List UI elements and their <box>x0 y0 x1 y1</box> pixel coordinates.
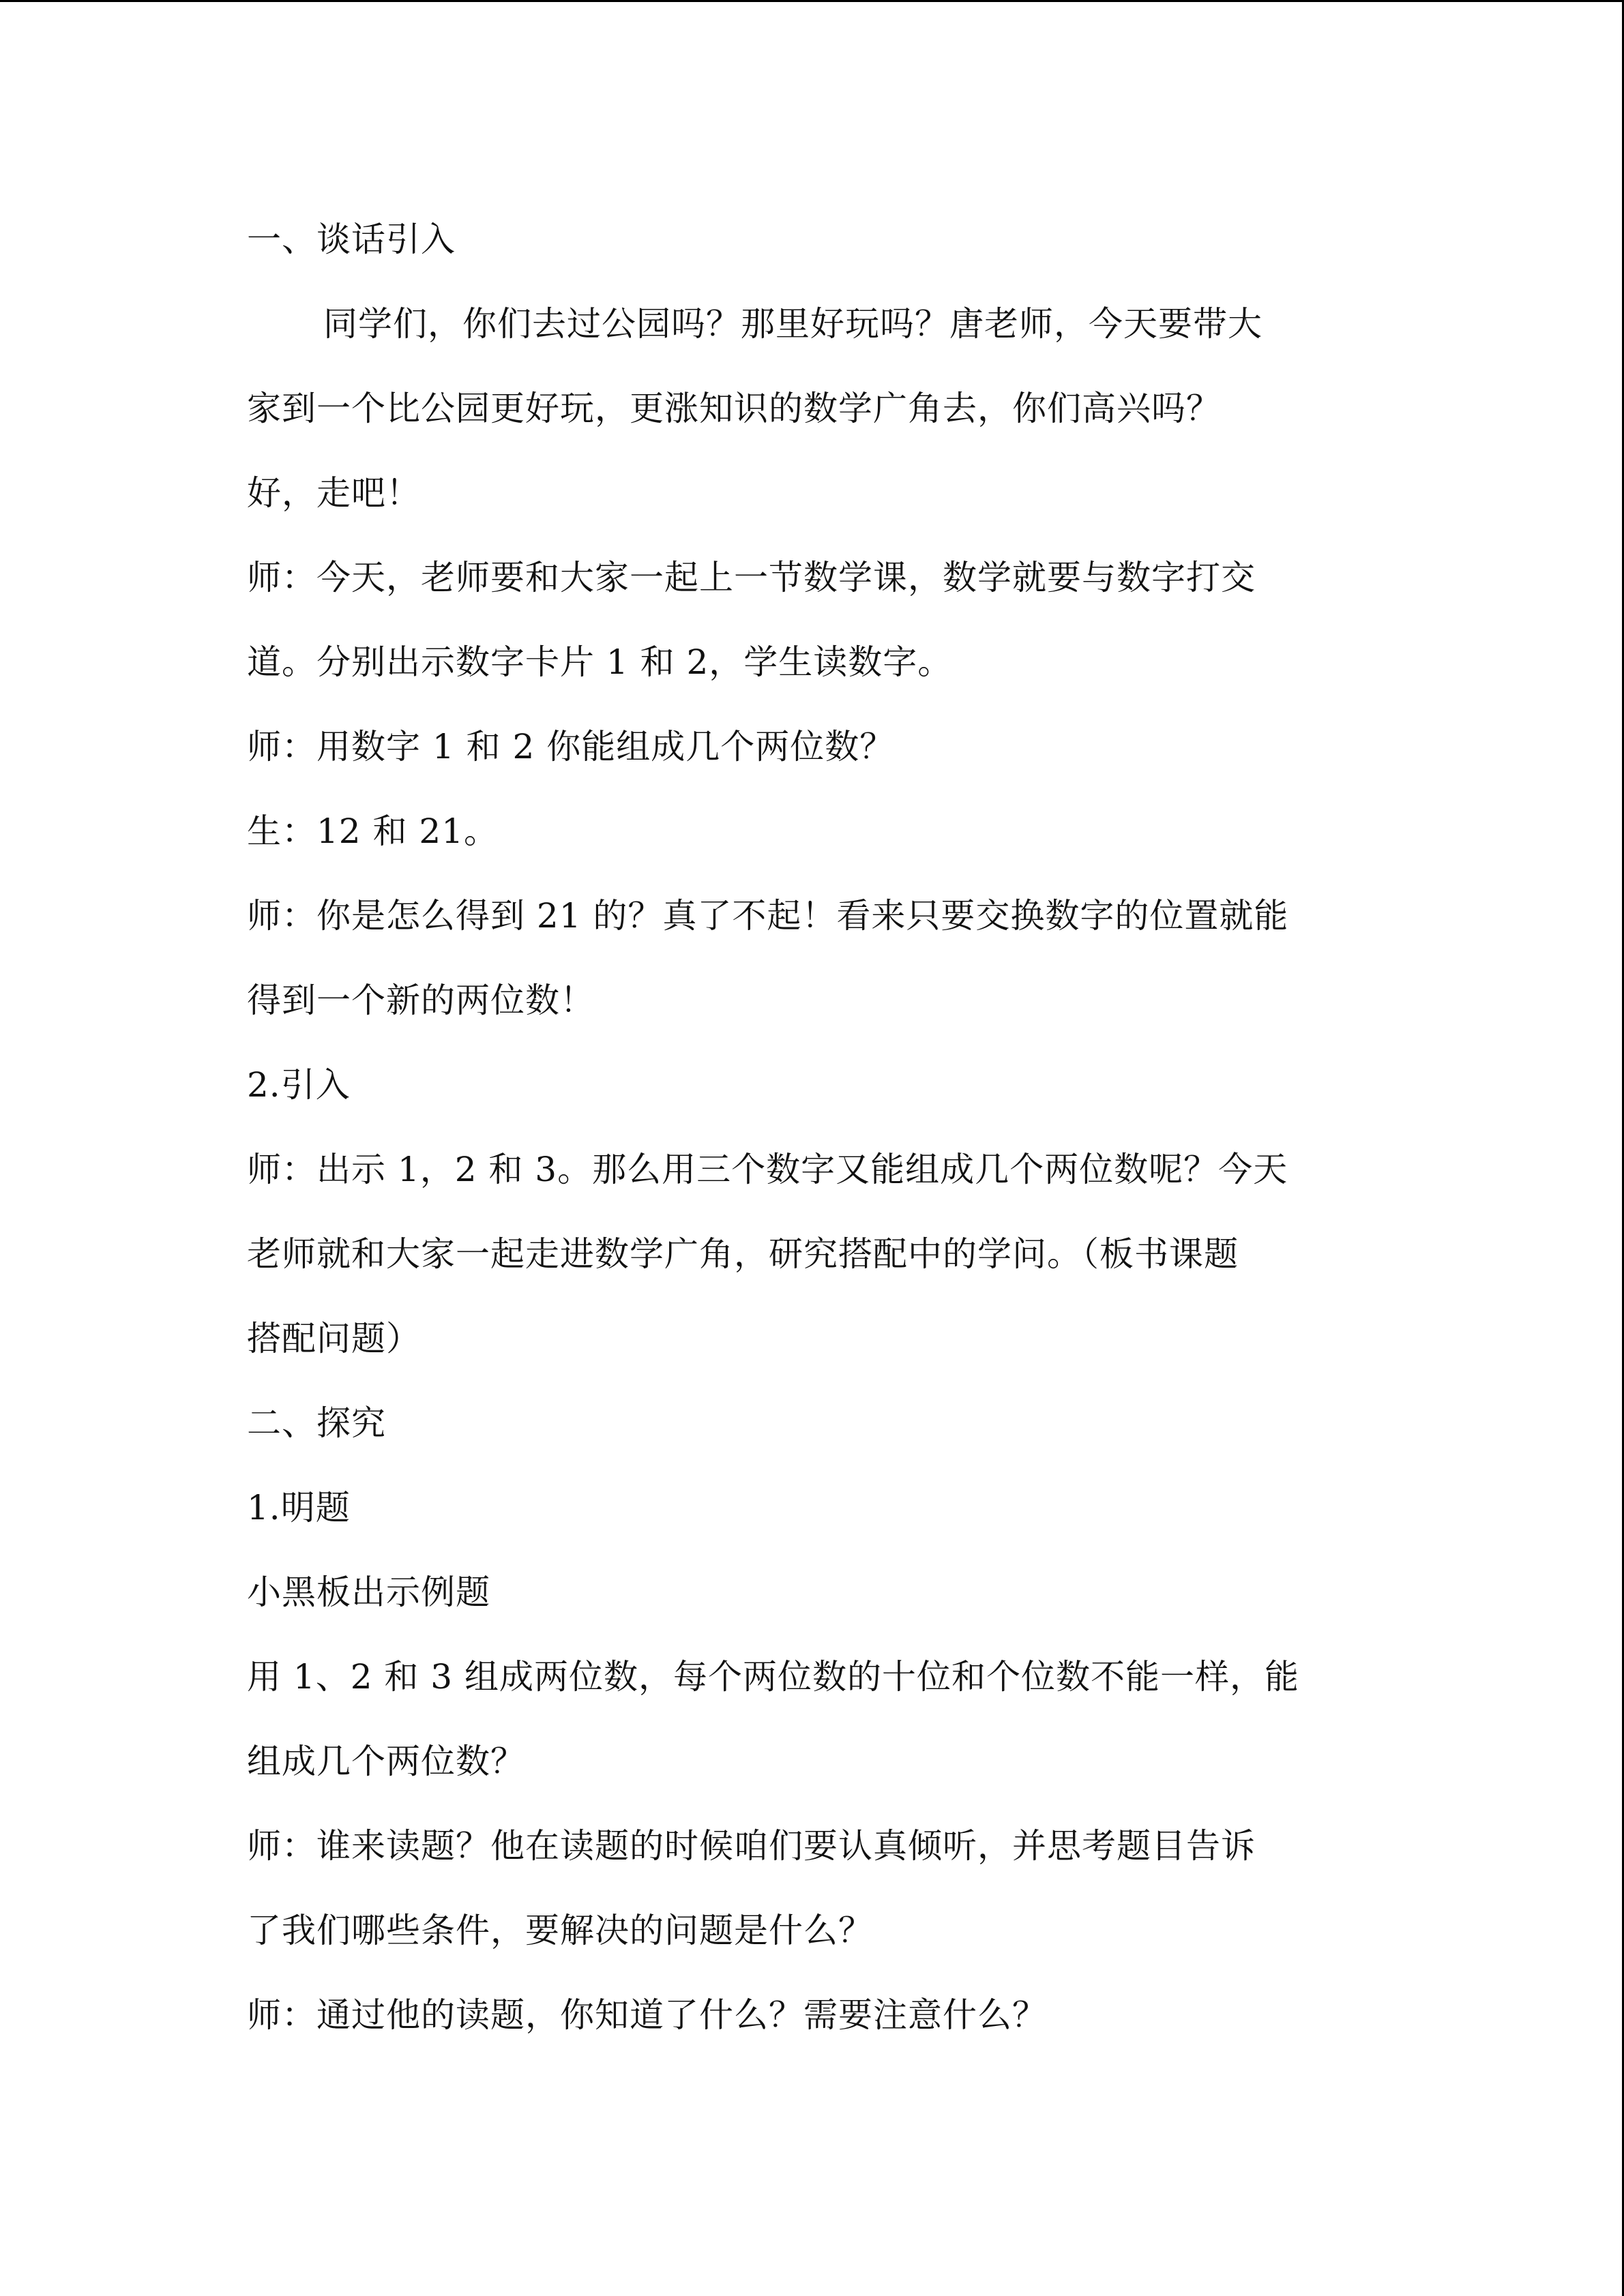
dialogue-line: 生：12 和 21。 <box>247 811 499 851</box>
dialogue-line: 师：谁来读题？他在读题的时候咱们要认真倾听，并思考题目告诉 <box>247 1826 1256 1866</box>
dialogue-line: 师：出示 1，2 和 3。那么用三个数字又能组成几个两位数呢？今天 <box>247 1150 1288 1189</box>
subsection-heading: 2.引入 <box>247 1065 351 1105</box>
dialogue-line: 师：你是怎么得到 21 的？真了不起！看来只要交换数字的位置就能 <box>247 896 1289 936</box>
dialogue-line: 得到一个新的两位数！ <box>247 981 595 1020</box>
paragraph-line: 好，走吧！ <box>247 473 421 513</box>
paragraph-line: 家到一个比公园更好玩，更涨知识的数学广角去，你们高兴吗？ <box>247 389 1221 428</box>
paragraph-line: 同学们，你们去过公园吗？那里好玩吗？唐老师，今天要带大 <box>323 304 1263 344</box>
dialogue-line: 了我们哪些条件，要解决的问题是什么？ <box>247 1911 873 1950</box>
section-heading-explore: 二、探究 <box>247 1403 386 1443</box>
dialogue-line: 师：通过他的读题，你知道了什么？需要注意什么？ <box>247 1995 1047 2035</box>
dialogue-line: 道。分别出示数字卡片 1 和 2，学生读数字。 <box>247 642 953 682</box>
dialogue-line: 师：今天，老师要和大家一起上一节数学课，数学就要与数字打交 <box>247 558 1256 597</box>
section-heading-intro: 一、谈话引入 <box>247 220 456 259</box>
dialogue-line: 师：用数字 1 和 2 你能组成几个两位数？ <box>247 727 895 766</box>
subsection-heading: 1.明题 <box>247 1488 351 1527</box>
example-problem-line: 组成几个两位数？ <box>247 1742 525 1781</box>
paragraph-line: 小黑板出示例题 <box>247 1572 490 1612</box>
document-body <box>247 215 1379 2076</box>
example-problem-line: 用 1、2 和 3 组成两位数，每个两位数的十位和个位数不能一样，能 <box>247 1657 1300 1697</box>
dialogue-line: 搭配问题） <box>247 1319 421 1358</box>
dialogue-line: 老师就和大家一起走进数学广角，研究搭配中的学问。（板书课题 <box>247 1234 1239 1274</box>
